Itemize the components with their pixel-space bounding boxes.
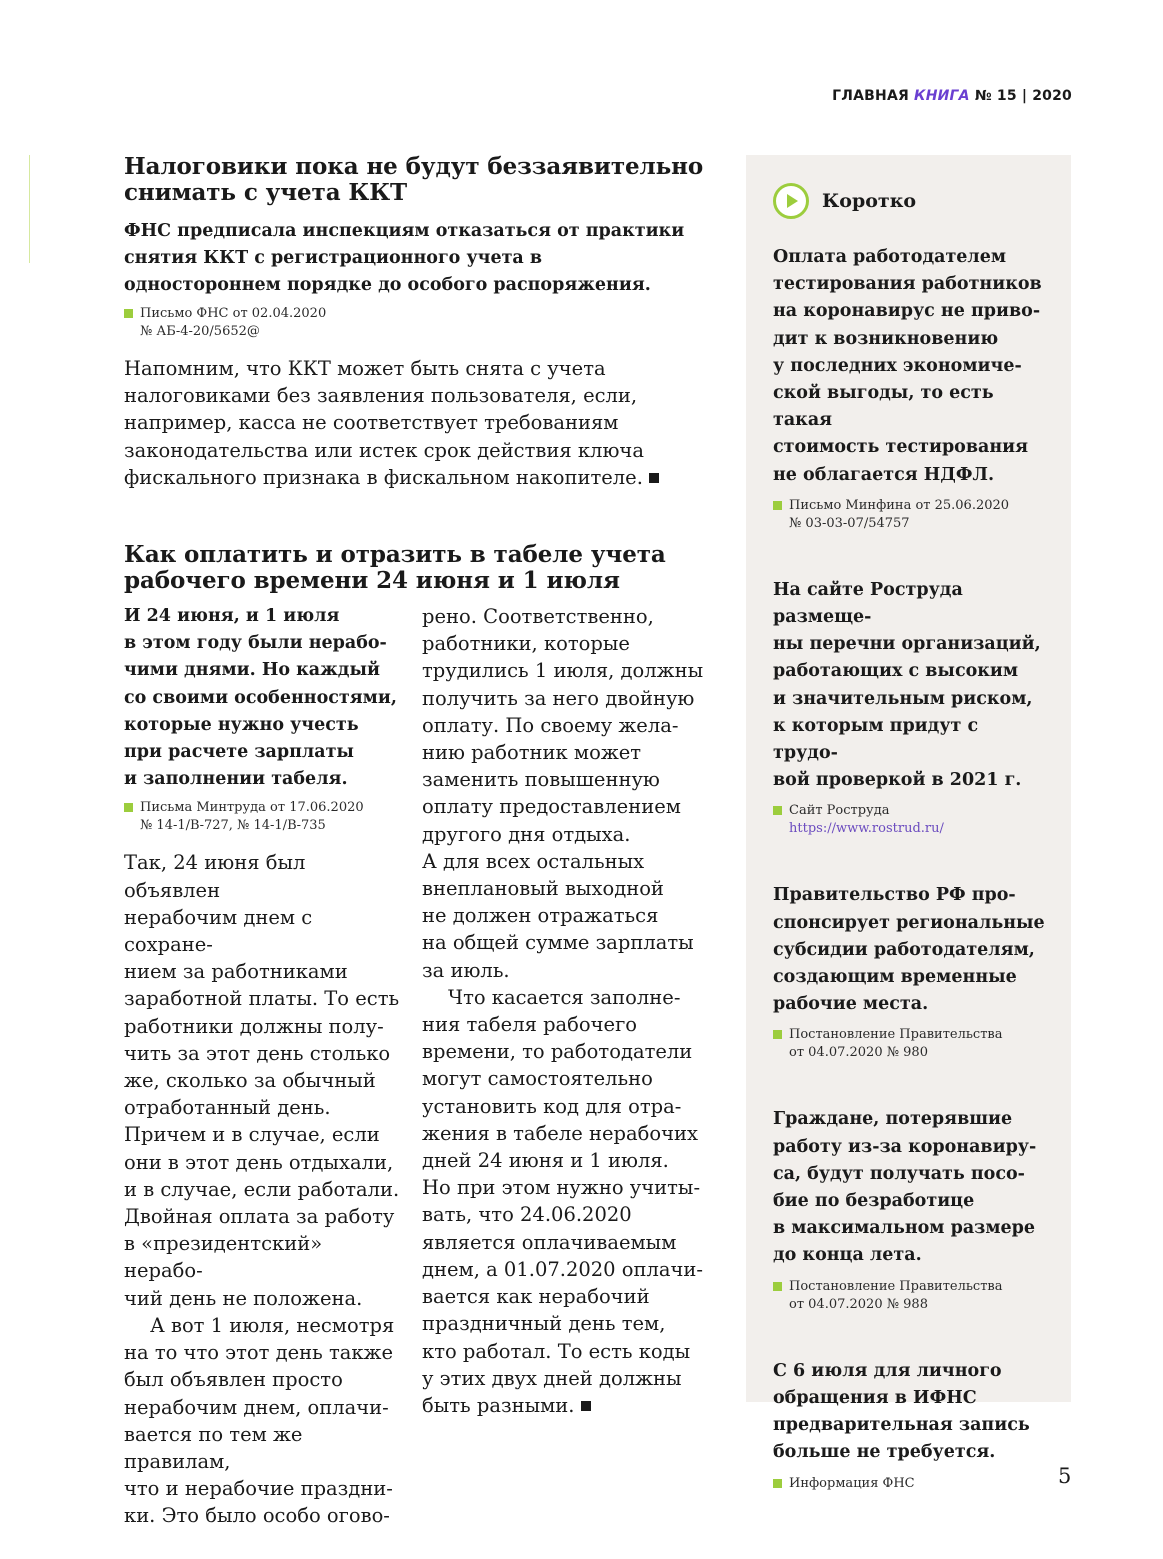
source-bullet-icon [773,1479,782,1488]
article2-col-right [422,603,704,1530]
end-mark-icon [581,1401,591,1411]
sidebar-heading-label: Коротко [822,190,917,212]
source-bullet-icon [124,309,133,318]
news-item-text: Правительство РФ про- спонсирует региональные субсидии работодателям, создающим временные рабочие места. [773,885,1045,1015]
article2-source [124,799,404,835]
news-item-text: На сайте Роструда размеще- ны перечни организаций, работающих с высоким и значительным риском, к которым придут с трудо- вой проверкой в 2021 г. [773,579,1041,791]
article2-title: Как оплатить и отразить в табеле учета рабочего времени 24 июня и 1 июля [124,541,666,595]
brand-name: ГЛАВНАЯ [832,88,909,104]
article2-col1-p1: Так, 24 июня был объявлен нерабочим днем с сохране- нием за работниками заработной платы. То есть работники должны полу- чить за этот день столько же, сколько за обычный отработанный день. Причем и в случае, если они в этот день отдыхали, и в случае, если работали. Двойная оплата за работу в «президентский» нерабо- чий день не положена. [124,851,400,1310]
article1-lead: ФНС предписала инспекциям отказаться от практики снятия ККТ с регистрационного учета в одностороннем порядке до особого распоряжения. [124,221,685,295]
main-column [124,154,704,1530]
article1-body-text: Напомним, что ККТ может быть снята с учета налоговиками без заявления пользователя, если, например, касса не соответствует требованиям законодательства или истек срок действия ключа фискального признака в фискальном накопителе. [124,357,644,489]
article1-body [124,355,704,491]
page-number: 5 [1058,1464,1072,1488]
issue-number: № 15 | 2020 [974,88,1072,104]
news-item-source-text: Информация ФНС [789,1475,915,1491]
news-item-text: Оплата работодателем тестирования работников на коронавирус не приво- дит к возникновению у последних экономиче- ской выгоды, то есть такая стоимость тестирования не облагается НДФЛ. [773,247,1042,485]
news-item-source-text: Постановление Правительства от 04.07.2020 № 988 [789,1278,1003,1312]
margin-rule [29,155,30,263]
rostrud-link[interactable]: https://www.rostrud.ru/ [789,821,944,837]
sidebar-heading [773,183,1047,219]
source-bullet-icon [124,803,133,812]
news-item-source [773,1278,1047,1314]
article1-source [124,305,704,341]
article2-col2-p2 [422,984,704,1419]
end-mark-icon [649,473,659,483]
source-bullet-icon [773,806,782,815]
news-item [773,577,1047,839]
article1-source-text: Письмо ФНС от 02.04.2020 № АБ-4-20/5652@ [140,306,327,339]
article2-lead: И 24 июня, и 1 июля в этом году были нерабо- чими днями. Но каждый со своими особенностями, которые нужно учесть при расчете зарплаты и заполнении табеля. [124,606,397,790]
sidebar-briefly [746,155,1071,1491]
brand-accent: КНИГА [914,88,970,104]
news-item-source-text: Сайт Роструда [789,803,890,819]
article2-col2-p2-text: Что касается заполне- ния табеля рабочего времени, то работодатели могут самостоятельно установить код для отра- жения в табеле нерабочих дней 24 июня и 1 июля. Но при этом нужно учиты- вать, что 24.06.2020 является оплачиваемым днем, а 01.07.2020 оплачи- вается как нерабочий праздничный день тем, кто работал. То есть коды у этих двух дней должны быть разными. [422,985,704,1417]
news-item-text: С 6 июля для личного обращения в ИФНС предварительная запись больше не требуется. [773,1360,1030,1463]
magazine-header [832,88,1072,104]
article2-col1-p2: А вот 1 июля, несмотря на то что этот день также был объявлен просто нерабочим днем, оплачи- вается по тем же правилам, что и нерабочие праздни- ки. Это было особо огово- [124,1313,395,1528]
news-item-source-text: Письмо Минфина от 25.06.2020 № 03-03-07/54757 [789,497,1010,531]
article2-columns [124,603,704,1530]
news-item-text: Граждане, потерявшие работу из-за коронавиру- са, будут получать посо- бие по безработице в максимальном размере до конца лета. [773,1109,1037,1266]
news-item-source [773,497,1047,533]
source-bullet-icon [773,1030,782,1039]
play-icon [773,183,809,219]
news-item-source [773,802,1047,838]
article2-col2-p1: рено. Соответственно, работники, которые трудились 1 июля, должны получить за него двойную оплату. По своему жела- нию работник может заменить повышенную оплату предоставлением другого дня отдыха. А для всех остальных внеплановый выходной не должен отражаться на общей сумме зарплаты за июль. [422,605,704,982]
news-item [773,244,1047,533]
article2-col-left [124,603,404,1530]
source-bullet-icon [773,1282,782,1291]
news-item-source [773,1475,1047,1493]
news-item-source-text: Постановление Правительства от 04.07.2020 № 980 [789,1027,1003,1061]
news-item-source [773,1026,1047,1062]
news-item [773,1358,1047,1493]
news-item [773,1106,1047,1313]
article2-source-text: Письма Минтруда от 17.06.2020 № 14-1/В-727, № 14-1/В-735 [140,800,364,834]
news-item [773,882,1047,1062]
article1-title: Налоговики пока не будут беззаявительно снимать с учета ККТ [124,153,704,206]
source-bullet-icon [773,501,782,510]
